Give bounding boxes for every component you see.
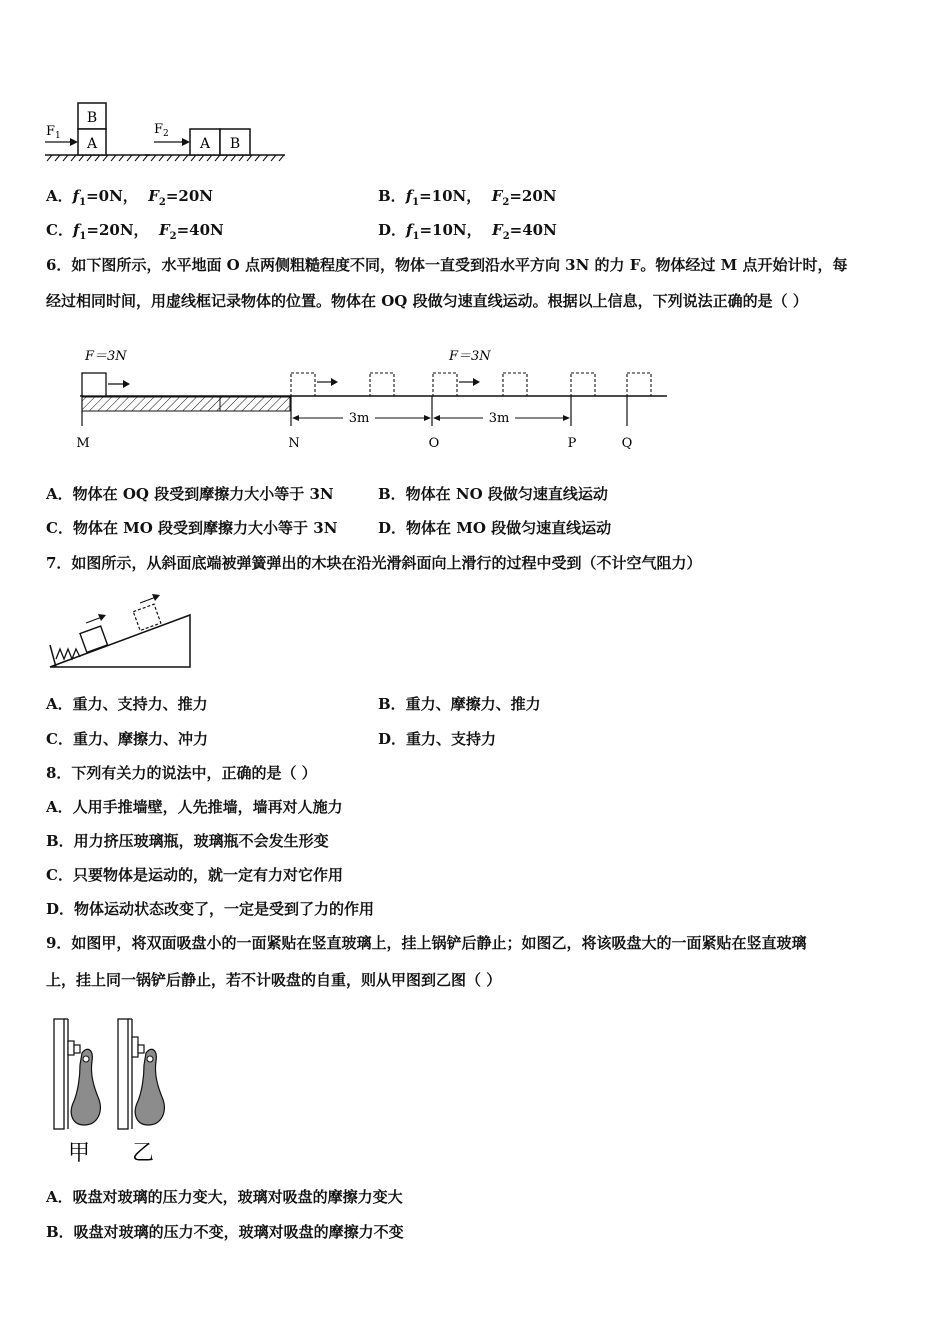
q8-option-c: C．只要物体是运动的，就一定有力对它作用 xyxy=(46,866,343,884)
q5-block-a-stacked: A xyxy=(86,136,98,152)
q7-stem: 7．如图所示，从斜面底端被弹簧弹出的木块在沿光滑斜面向上滑行的过程中受到（不计空气阻力） xyxy=(46,554,702,572)
q7-figure xyxy=(44,585,204,680)
q9-option-b: B．吸盘对玻璃的压力不变，玻璃对吸盘的摩擦力不变 xyxy=(46,1223,404,1241)
q5-option-a: A．$f_1=0N$， $F_2=20N$ xyxy=(46,187,214,208)
svg-text:F1: $F_1$ xyxy=(46,124,61,141)
q5-f1-label: F xyxy=(46,124,56,139)
q6-point-m: M xyxy=(76,436,90,451)
q9-label-jia: 甲 xyxy=(68,1141,91,1166)
q5-block-b-stacked: B xyxy=(86,110,98,126)
q6-point-n: N xyxy=(288,436,300,451)
q6-option-c: C．物体在 MO 段受到摩擦力大小等于 3N xyxy=(46,519,338,537)
q6-figure xyxy=(75,340,675,460)
q6-dist-op: 3m xyxy=(488,411,510,426)
q6-dist-no: 3m xyxy=(348,411,370,426)
q5-option-b: B．$f_1=10N$， $F_2=20N$ xyxy=(378,187,557,208)
q7-option-a: A．重力、支持力、推力 xyxy=(46,695,208,713)
q5-figure xyxy=(40,98,290,168)
q6-stem-line2: 经过相同时间，用虚线框记录物体的位置。物体在 OQ 段做匀速直线运动。根据以上信息，下列说法正确的是（ ） xyxy=(46,292,808,310)
q6-option-b: B．物体在 NO 段做匀速直线运动 xyxy=(378,485,608,503)
q6-point-q: Q xyxy=(621,436,633,451)
q9-label-yi: 乙 xyxy=(132,1141,155,1166)
q8-stem: 8．下列有关力的说法中，正确的是（ ） xyxy=(46,764,317,782)
q5-option-d: D．$f_1=10N$， $F_2=40N$ xyxy=(378,221,557,242)
q6-force-left: F＝3N xyxy=(85,349,127,364)
q7-option-c: C．重力、摩擦力、冲力 xyxy=(46,730,208,748)
q9-option-a: A．吸盘对玻璃的压力变大，玻璃对吸盘的摩擦力变大 xyxy=(46,1188,403,1206)
q6-point-o: O xyxy=(428,436,440,451)
svg-text:F2: $F_2$ xyxy=(154,122,169,139)
q5-block-b-side: B xyxy=(229,136,241,152)
q6-stem-line1: 6．如下图所示，水平地面 O 点两侧粗糙程度不同，物体一直受到沿水平方向 3N 的力 F。物体经过 M 点开始计时，每 xyxy=(46,256,848,274)
q9-figure xyxy=(48,1015,178,1167)
q8-option-b: B．用力挤压玻璃瓶，玻璃瓶不会发生形变 xyxy=(46,832,329,850)
q7-option-d: D．重力、支持力 xyxy=(378,730,497,748)
q5-f2-label: F xyxy=(154,122,164,137)
q6-force-right: F＝3N xyxy=(449,349,491,364)
q8-option-a: A．人用手推墙壁，人先推墙，墙再对人施力 xyxy=(46,798,343,816)
q9-stem-line2: 上，挂上同一锅铲后静止，若不计吸盘的自重，则从甲图到乙图（ ） xyxy=(46,971,502,989)
q9-stem-line1: 9．如图甲，将双面吸盘小的一面紧贴在竖直玻璃上，挂上锅铲后静止；如图乙，将该吸盘大的一面紧贴在竖直玻璃 xyxy=(46,934,807,952)
q6-point-p: P xyxy=(567,436,577,451)
q6-option-d: D．物体在 MO 段做匀速直线运动 xyxy=(378,519,612,537)
q5-option-c: C．$f_1=20N$， $F_2=40N$ xyxy=(46,221,224,242)
q6-option-a: A．物体在 OQ 段受到摩擦力大小等于 3N xyxy=(46,485,334,503)
q5-block-a-side: A xyxy=(199,136,211,152)
q7-option-b: B．重力、摩擦力、推力 xyxy=(378,695,541,713)
q8-option-d: D．物体运动状态改变了，一定是受到了力的作用 xyxy=(46,900,375,918)
